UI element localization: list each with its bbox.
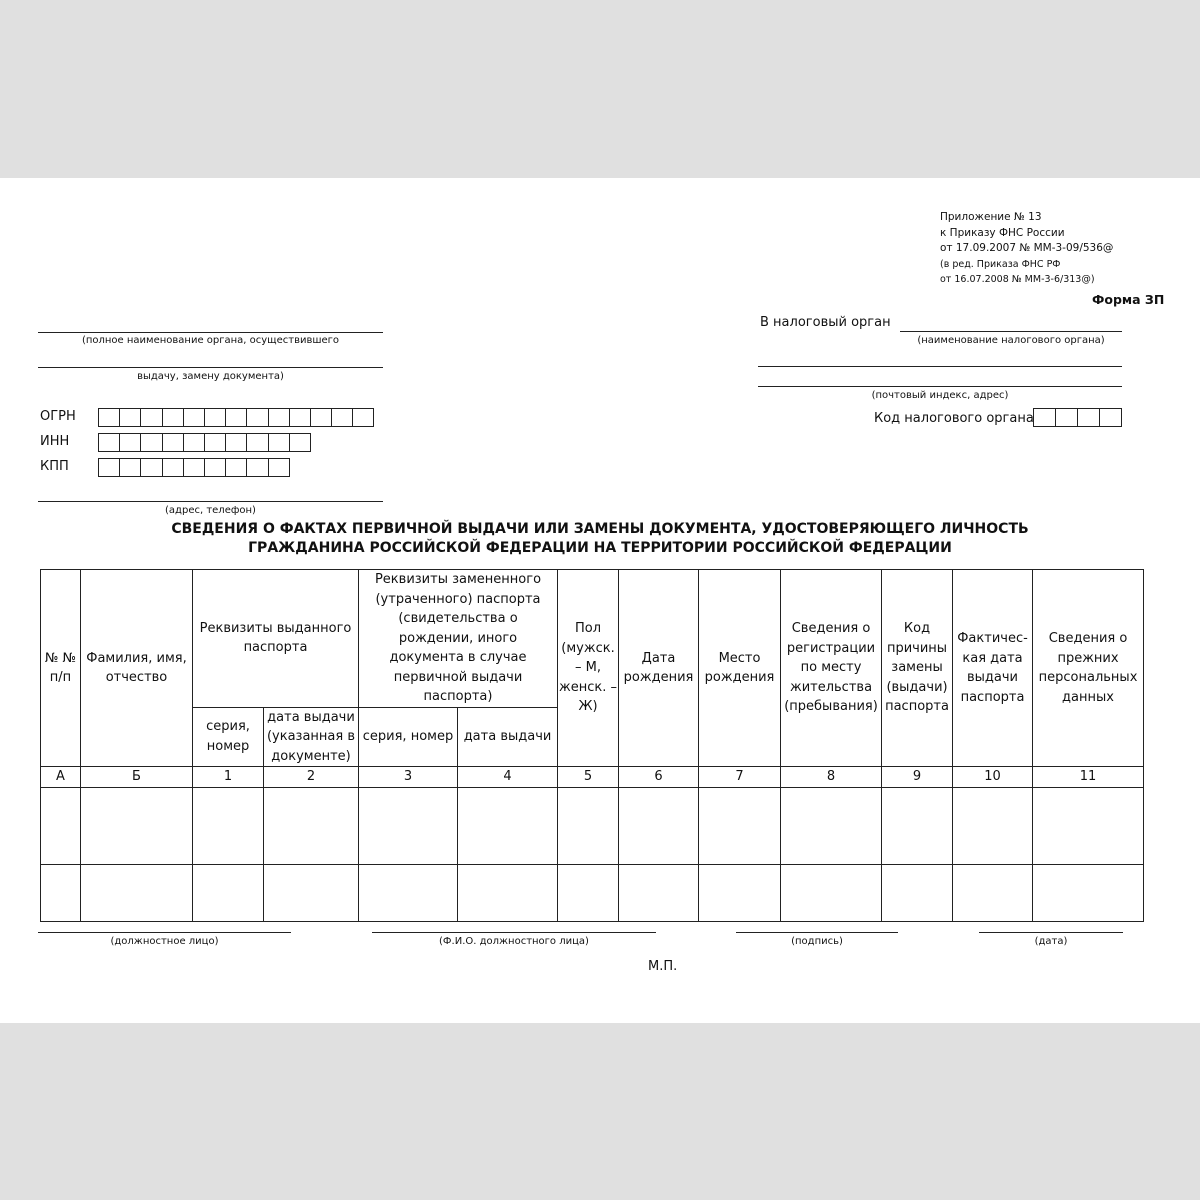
ogrn-boxes[interactable] (98, 408, 374, 427)
appendix-header (940, 210, 1113, 288)
signature-caption: (подпись) (791, 936, 843, 947)
table-cell[interactable] (458, 787, 558, 864)
column-number: А (41, 767, 81, 788)
column-number: 2 (264, 767, 359, 788)
table-cell[interactable] (619, 787, 699, 864)
appendix-line: (в ред. Приказа ФНС РФ (940, 258, 1061, 270)
official-caption: (должностное лицо) (110, 936, 219, 947)
table-cell[interactable] (81, 864, 193, 921)
org-name-line-2[interactable] (38, 367, 383, 368)
header-issued-passport: Реквизиты выданного паспорта (193, 570, 359, 708)
tax-organ-caption: (наименование налогового органа) (917, 335, 1105, 346)
table-cell[interactable] (359, 864, 458, 921)
tax-code-label: Код налогового органа (874, 411, 1034, 426)
address-line[interactable] (38, 501, 383, 502)
appendix-line: от 17.09.2007 № ММ-3-09/536@ (940, 242, 1114, 254)
table-cell[interactable] (781, 864, 882, 921)
postal-line-1[interactable] (758, 366, 1122, 367)
table-cell[interactable] (264, 787, 359, 864)
org-caption-2: выдачу, замену документа) (137, 371, 284, 382)
kpp-label: КПП (40, 459, 69, 474)
table-cell[interactable] (558, 864, 619, 921)
table-cell[interactable] (953, 864, 1033, 921)
table-cell[interactable] (458, 864, 558, 921)
table-cell[interactable] (41, 864, 81, 921)
column-number: 11 (1033, 767, 1144, 788)
table-cell[interactable] (558, 787, 619, 864)
header-previous-data: Сведения о прежних персональных данных (1033, 570, 1144, 767)
table-cell[interactable] (193, 864, 264, 921)
inn-label: ИНН (40, 434, 70, 449)
signature-line[interactable] (736, 932, 898, 933)
table-cell[interactable] (882, 864, 953, 921)
appendix-line: к Приказу ФНС России (940, 226, 1065, 239)
tax-organ-label: В налоговый орган (760, 315, 891, 330)
date-caption: (дата) (1034, 936, 1068, 947)
header-sex: Пол (мужск. – М, женск. – Ж) (558, 570, 619, 767)
column-number: 4 (458, 767, 558, 788)
fio-caption: (Ф.И.О. должностного лица) (439, 936, 589, 947)
inn-boxes[interactable] (98, 433, 311, 452)
header-old-series-number: серия, номер (359, 707, 458, 767)
kpp-boxes[interactable] (98, 458, 290, 477)
header-birth-date: Дата рождения (619, 570, 699, 767)
title-line-1: СВЕДЕНИЯ О ФАКТАХ ПЕРВИЧНОЙ ВЫДАЧИ ИЛИ ЗАМЕНЫ ДОКУМЕНТА, УДОСТОВЕРЯЮЩЕГО ЛИЧНОСТЬ (171, 521, 1029, 537)
header-reason-code: Код причины замены (выдачи) паспорта (882, 570, 953, 767)
header-fio: Фамилия, имя, отчество (81, 570, 193, 767)
appendix-line: от 16.07.2008 № ММ-3-6/313@) (940, 274, 1095, 285)
fio-line[interactable] (372, 932, 656, 933)
org-name-line[interactable] (38, 332, 383, 333)
table-cell[interactable] (619, 864, 699, 921)
column-number: 1 (193, 767, 264, 788)
header-old-issue-date: дата выдачи (458, 707, 558, 767)
date-line[interactable] (979, 932, 1123, 933)
tax-organ-line[interactable] (900, 331, 1122, 332)
header-birth-place: Место рождения (699, 570, 781, 767)
tax-code-boxes[interactable] (1033, 408, 1122, 427)
table-row (41, 864, 1144, 921)
official-line[interactable] (38, 932, 291, 933)
postal-caption: (почтовый индекс, адрес) (871, 390, 1009, 401)
address-caption: (адрес, телефон) (165, 505, 256, 516)
org-caption: (полное наименование органа, осуществившего (81, 335, 340, 346)
table-cell[interactable] (699, 787, 781, 864)
column-number: Б (81, 767, 193, 788)
form-title (0, 520, 1200, 558)
form-sheet (0, 178, 1200, 1023)
form-name: Форма ЗП (1092, 292, 1165, 307)
table-cell[interactable] (1033, 787, 1144, 864)
appendix-line: Приложение № 13 (940, 211, 1042, 223)
table-cell[interactable] (699, 864, 781, 921)
column-number: 9 (882, 767, 953, 788)
table-cell[interactable] (359, 787, 458, 864)
table-cell[interactable] (953, 787, 1033, 864)
table-cell[interactable] (781, 787, 882, 864)
column-numbers-row (41, 767, 1144, 788)
table-cell[interactable] (193, 787, 264, 864)
header-actual-date: Фактичес-кая дата выдачи паспорта (953, 570, 1033, 767)
data-table (40, 569, 1144, 922)
column-number: 5 (558, 767, 619, 788)
title-line-2: ГРАЖДАНИНА РОССИЙСКОЙ ФЕДЕРАЦИИ НА ТЕРРИТОРИИ РОССИЙСКОЙ ФЕДЕРАЦИИ (248, 540, 952, 556)
table-cell[interactable] (1033, 864, 1144, 921)
header-series-number: серия, номер (193, 707, 264, 767)
column-number: 6 (619, 767, 699, 788)
column-number: 3 (359, 767, 458, 788)
table-cell[interactable] (264, 864, 359, 921)
column-number: 7 (699, 767, 781, 788)
table-row (41, 787, 1144, 864)
column-number: 10 (953, 767, 1033, 788)
table-cell[interactable] (81, 787, 193, 864)
header-replaced-passport: Реквизиты замененного (утраченного) паспорта (свидетельства о рождении, иного документа в случае первичной выдачи паспорта) (359, 570, 558, 708)
column-number: 8 (781, 767, 882, 788)
table-cell[interactable] (882, 787, 953, 864)
header-num: № № п/п (41, 570, 81, 767)
ogrn-label: ОГРН (40, 409, 76, 424)
table-cell[interactable] (41, 787, 81, 864)
stamp-place: М.П. (648, 959, 678, 974)
postal-line-2[interactable] (758, 386, 1122, 387)
header-issue-date: дата выдачи (указанная в документе) (264, 707, 359, 767)
header-registration: Сведения о регистрации по месту жительства (пребывания) (781, 570, 882, 767)
